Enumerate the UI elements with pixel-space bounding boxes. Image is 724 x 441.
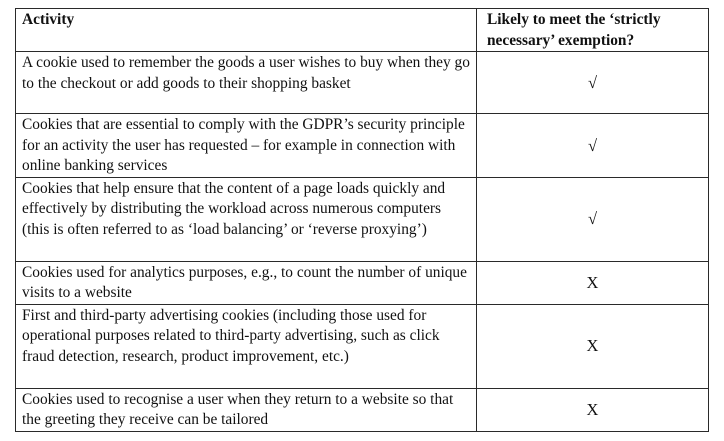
column-header-activity: Activity [16,9,477,52]
exemption-mark-cell: X [477,261,709,304]
exemption-mark-cell: √ [477,114,709,178]
table-body [16,52,709,432]
activity-cell: First and third-party advertising cookies (including those used for operational purposes related to third-party advertising, such as click fraud detection, research, product improvement, etc.) [16,304,477,388]
activity-cell: Cookies used to recognise a user when they return to a website so that the greeting they receive can be tailored [16,388,477,431]
activity-cell: Cookies that are essential to comply with the GDPR’s security principle for an activity the user has requested – for example in connection with online banking services [16,114,477,178]
table-row [16,388,709,431]
exemption-mark-cell: X [477,388,709,431]
table-row [16,304,709,388]
table-row [16,261,709,304]
table-row [16,177,709,261]
activity-cell: A cookie used to remember the goods a user wishes to buy when they go to the checkout or add goods to their shopping basket [16,52,477,114]
header-row [16,9,709,52]
exemption-mark-cell: X [477,304,709,388]
exemption-mark-cell: √ [477,177,709,261]
exemption-mark-cell: √ [477,52,709,114]
table-row [16,114,709,178]
column-header-exemption: Likely to meet the ‘strictly necessary’ exemption? [477,9,709,52]
cookie-exemption-table [15,8,709,432]
activity-cell: Cookies that help ensure that the content of a page loads quickly and effectively by distributing the workload across numerous computers (this is often referred to as ‘load balancing’ or ‘reverse proxying’) [16,177,477,261]
table-row [16,52,709,114]
table-header [16,9,709,52]
activity-cell: Cookies used for analytics purposes, e.g., to count the number of unique visits to a website [16,261,477,304]
